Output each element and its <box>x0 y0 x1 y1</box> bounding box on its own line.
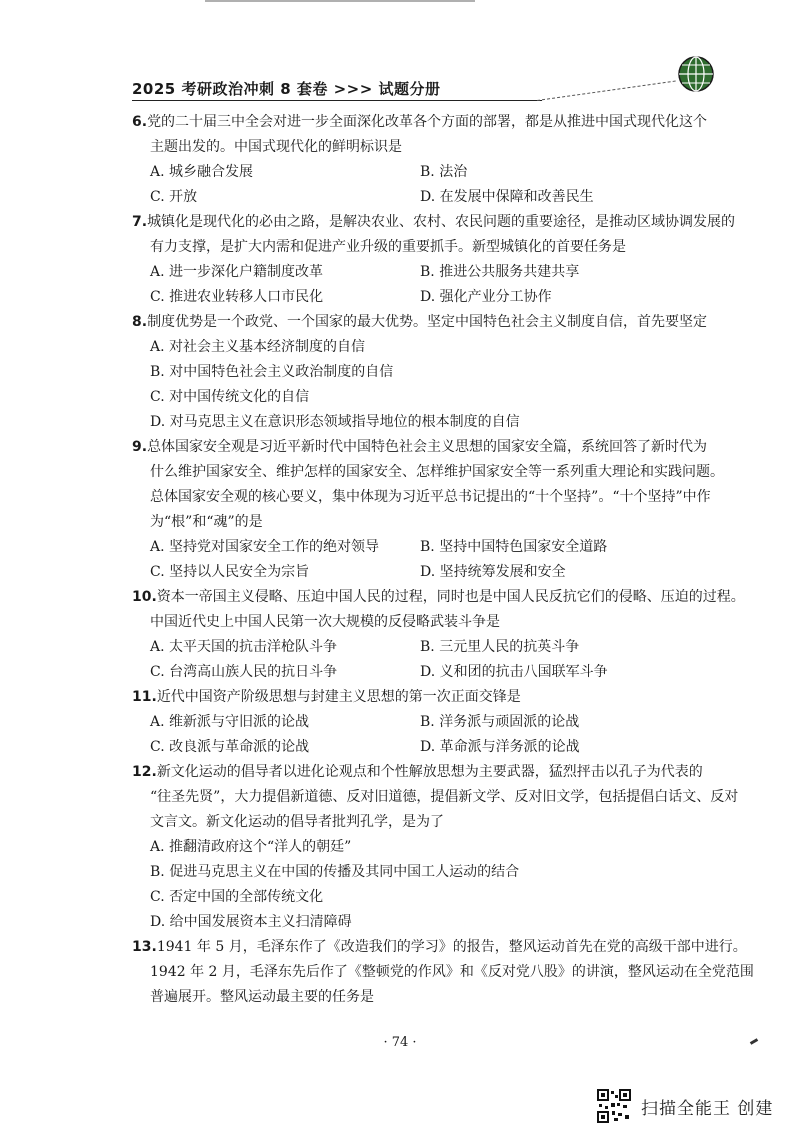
option-c: C. 开放 <box>150 189 198 205</box>
scanner-watermark <box>597 1086 773 1126</box>
question-10: 10.资本一帝国主义侵略、压迫中国人民的过程，同时也是中国人民反抗它们的侵略、压迫的过程。 中国近代史上中国人民第一次大规模的反侵略武装斗争是 <box>132 589 745 630</box>
option-b: B. 三元里人民的抗英斗争 <box>420 639 580 655</box>
watermark-text: 扫描全能王 创建 <box>641 1098 774 1119</box>
header-dash <box>537 81 676 101</box>
option-a: A. 推翻清政府这个“洋人的朝廷” <box>150 839 352 855</box>
option-d: D. 在发展中保障和改善民生 <box>420 189 594 205</box>
option-a: A. 进一步深化户籍制度改革 <box>150 264 324 280</box>
option-a: A. 太平天国的抗击洋枪队斗争 <box>150 639 338 655</box>
option-b: B. 促进马克思主义在中国的传播及其同中国工人运动的结合 <box>150 864 520 880</box>
question-8: 8.制度优势是一个政党、一个国家的最大优势。坚定中国特色社会主义制度自信，首先要坚定 <box>132 314 708 330</box>
option-a: A. 维新派与守旧派的论战 <box>150 714 310 730</box>
question-7: 7.城镇化是现代化的必由之路，是解决农业、农村、农民问题的重要途径，是推动区域协调发展的 有力支撑，是扩大内需和促进产业升级的重要抓手。新型城镇化的首要任务是 <box>132 214 736 255</box>
option-b: B. 法治 <box>420 164 468 180</box>
globe-icon <box>676 54 716 94</box>
option-d: D. 革命派与洋务派的论战 <box>420 739 580 755</box>
option-a: A. 对社会主义基本经济制度的自信 <box>150 339 366 355</box>
question-11: 11.近代中国资产阶级思想与封建主义思想的第一次正面交锋是 <box>132 689 521 705</box>
qr-code-icon <box>597 1089 631 1123</box>
option-c: C. 坚持以人民安全为宗旨 <box>150 564 310 580</box>
option-b: B. 推进公共服务共建共享 <box>420 264 580 280</box>
option-d: D. 给中国发展资本主义扫清障碍 <box>150 914 352 930</box>
header-title: 2025 考研政治冲刺 8 套卷 >>> 试题分册 <box>132 80 441 98</box>
option-b: B. 洋务派与顽固派的论战 <box>420 714 580 730</box>
header-underline <box>132 100 542 101</box>
option-c: C. 对中国传统文化的自信 <box>150 389 310 405</box>
question-12: 12.新文化运动的倡导者以进化论观点和个性解放思想为主要武器，猛烈抨击以孔子为代表的 “往圣先贤”，大力提倡新道德、反对旧道德，提倡新文学、反对旧文学，包括提倡白话文、反对 文言文。新文化运动的倡导者批判孔学，是为了 <box>132 764 739 830</box>
option-a: A. 坚持党对国家安全工作的绝对领导 <box>150 539 380 555</box>
option-d: D. 义和团的抗击八国联军斗争 <box>420 664 608 680</box>
option-c: C. 推进农业转移人口市民化 <box>150 289 324 305</box>
option-d: D. 强化产业分工协作 <box>420 289 552 305</box>
question-13: 13.1941 年 5 月，毛泽东作了《改造我们的学习》的报告，整风运动首先在党的高级干部中进行。 1942 年 2 月，毛泽东先后作了《整顿党的作风》和《反对党八股》的讲演，整风运动在全党范围 普遍展开。整风运动最主要的任务是 <box>132 939 754 1005</box>
question-9: 9.总体国家安全观是习近平新时代中国特色社会主义思想的国家安全篇，系统回答了新时代为 什么维护国家安全、维护怎样的国家安全、怎样维护国家安全等一系列重大理论和实践问题。 总体国家安全观的核心要义，集中体现为习近平总书记提出的“十个坚持”。“十个坚持”中作 为“根”和“魂”的是 <box>132 439 724 530</box>
option-d: D. 坚持统筹发展和安全 <box>420 564 566 580</box>
option-b: B. 对中国特色社会主义政治制度的自信 <box>150 364 394 380</box>
question-list <box>132 110 754 1010</box>
top-rule <box>205 0 475 2</box>
option-a: A. 城乡融合发展 <box>150 164 254 180</box>
option-c: C. 改良派与革命派的论战 <box>150 739 310 755</box>
option-b: B. 坚持中国特色国家安全道路 <box>420 539 608 555</box>
page-header <box>132 78 692 108</box>
option-d: D. 对马克思主义在意识形态领域指导地位的根本制度的自信 <box>150 414 520 430</box>
option-c: C. 否定中国的全部传统文化 <box>150 889 324 905</box>
page-number: · 74 · <box>383 1035 417 1050</box>
question-6: 6.党的二十届三中全会对进一步全面深化改革各个方面的部署，都是从推进中国式现代化这个 主题出发的。中国式现代化的鲜明标识是 <box>132 114 708 155</box>
option-c: C. 台湾高山族人民的抗日斗争 <box>150 664 338 680</box>
